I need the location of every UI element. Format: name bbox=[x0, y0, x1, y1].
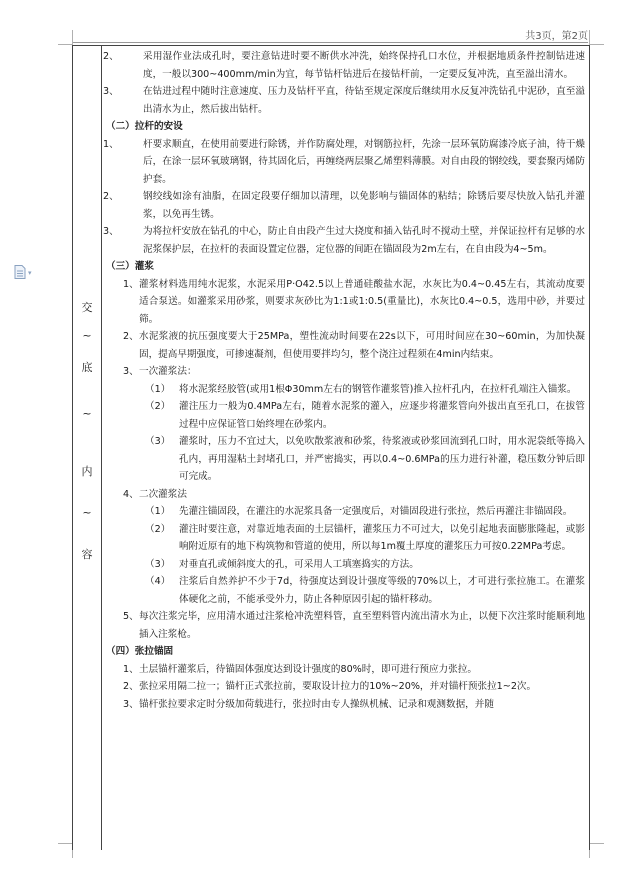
list-item-text: 钢绞线如涂有油脂，在固定段要仔细加以清理，以免影响与锚固体的粘结；除锈后要尽快放入钻孔并灌浆，以免再生锈。 bbox=[143, 191, 585, 220]
list-item-number: 3、 bbox=[123, 366, 139, 377]
header-rule bbox=[72, 42, 588, 43]
list-item-number: （3） bbox=[145, 558, 171, 570]
list-item bbox=[103, 328, 585, 363]
document-options-icon[interactable] bbox=[14, 265, 34, 279]
section-heading: （四）张拉锚固 bbox=[106, 646, 174, 657]
list-item-number: （4） bbox=[145, 576, 171, 587]
document-body bbox=[103, 48, 585, 713]
list-item-text: 采用湿作业法成孔时，要注意钻进时要不断供水冲洗，始终保持孔口水位，并根据地质条件控制钻进速度，一般以300~400mm/min为宜，每节钻杆钻进后在接钻杆前，一定要反复冲洗，直至溢出清水。 bbox=[143, 51, 585, 80]
list-item-number: （2） bbox=[145, 523, 171, 535]
list-item-text: 为将拉杆安放在钻孔的中心，防止自由段产生过大挠度和插入钻孔时不搅动土壁，并保证拉杆有足够的水泥浆保护层，在拉杆的表面设置定位器，定位器的间距在锚固段为2m左右，在自由段为4~5m。 bbox=[143, 226, 585, 255]
list-item-number: （1） bbox=[145, 383, 171, 395]
list-item bbox=[103, 188, 585, 223]
section-label-column bbox=[73, 46, 102, 850]
list-item-text: 在钻进过程中随时注意速度、压力及钻杆平直，待钻至规定深度后继续用水反复冲洗钻孔中泥砂，直至溢出清水为止，然后拔出钻杆。 bbox=[143, 86, 585, 115]
label-char-nei: 内 bbox=[81, 465, 93, 478]
list-item bbox=[103, 398, 585, 433]
list-item-text: 先灌注锚固段，在灌注的水泥浆具备一定强度后，对锚固段进行张拉，然后再灌注非锚固段。 bbox=[179, 506, 573, 517]
handover-table bbox=[72, 45, 590, 850]
list-item-text: 杆要求顺直，在使用前要进行除锈，并作防腐处理，对钢筋拉杆，先涂一层环氧防腐漆冷底子油，待干燥后，在涂一层环氧玻璃钢，待其固化后，再缠绕两层聚乙烯塑料薄膜。对自由段的钢绞线，要套聚丙烯防护套。 bbox=[143, 138, 585, 185]
list-item-text: 注浆后自然养护不少于7d，待强度达到设计强度等级的70%以上，才可进行张拉施工。在灌浆体硬化之前，不能承受外力，防止各种原因引起的锚杆移动。 bbox=[179, 576, 585, 605]
list-item-text: 二次灌浆法 bbox=[139, 488, 187, 500]
list-item bbox=[103, 83, 585, 118]
list-item bbox=[103, 573, 585, 608]
label-separator: ~ bbox=[82, 506, 92, 519]
list-item bbox=[103, 223, 585, 258]
chevron-down-icon: ▾ bbox=[28, 269, 32, 277]
list-item-number: 1、 bbox=[103, 138, 119, 150]
list-item-number: 2、 bbox=[103, 51, 119, 62]
list-item-text: 锚杆张拉要求定时分级加荷载进行，张拉时由专人操纵机械、记录和观测数据，并随 bbox=[139, 698, 494, 710]
list-item-text: 对垂直孔或倾斜度大的孔，可采用人工填塞捣实的方法。 bbox=[179, 558, 419, 570]
label-separator: ~ bbox=[82, 407, 92, 420]
list-item-number: 3、 bbox=[123, 698, 139, 710]
list-item-number: 3、 bbox=[103, 226, 119, 237]
list-item bbox=[103, 276, 585, 329]
list-item bbox=[103, 696, 585, 714]
label-char-jiao: 交 bbox=[81, 301, 93, 314]
label-char-di: 底 bbox=[81, 361, 93, 374]
margin-corner-top-left bbox=[58, 30, 73, 45]
margin-corner-bottom-right bbox=[589, 843, 604, 858]
list-item bbox=[103, 48, 585, 83]
list-item bbox=[103, 521, 585, 556]
list-item-text: 灌注压力一般为0.4MPa左右，随着水泥浆的灌入，应逐步将灌浆管向外拔出直至孔口，在拔管过程中应保证管口始终埋在砂浆内。 bbox=[179, 401, 585, 430]
label-separator: ~ bbox=[82, 329, 92, 342]
list-item-text: 土层锚杆灌浆后，待锚固体强度达到设计强度的80%时，即可进行预应力张拉。 bbox=[139, 663, 477, 675]
list-item-number: 2、 bbox=[103, 191, 119, 202]
list-item bbox=[103, 503, 585, 521]
list-item bbox=[103, 381, 585, 399]
list-item-text: 每次注浆完毕，应用清水通过注浆枪冲洗塑料管，直至塑料管内流出清水为止，以便下次注浆时能顺利地插入注浆枪。 bbox=[139, 611, 585, 640]
page-number-indicator: 共3页，第2页 bbox=[525, 31, 588, 42]
list-item bbox=[103, 556, 585, 574]
list-item-number: 2、 bbox=[123, 681, 139, 692]
section-heading: （三）灌浆 bbox=[106, 261, 154, 272]
list-item-text: 灌浆时，压力不宜过大，以免吹散浆液和砂浆，待浆液或砂浆回流到孔口时，用水泥袋纸等捣入孔内，再用湿粘土封堵孔口，并严密捣实，再以0.4~0.6MPa的压力进行补灌，稳压数分钟后即可完成。 bbox=[179, 436, 585, 482]
list-item-text: 水泥浆液的抗压强度要大于25MPa，塑性流动时间要在22s以下，可用时间应在30~60min，为加快凝固，提高早期强度，可掺速凝剂，但使用要拌均匀，整个浇注过程须在4min内结束。 bbox=[139, 331, 585, 360]
list-item-number: （2） bbox=[145, 401, 171, 412]
list-item bbox=[103, 608, 585, 643]
list-item bbox=[103, 678, 585, 696]
list-item-number: 4、 bbox=[123, 488, 139, 500]
list-item-text: 将水泥浆经胶管(或用1根Φ30mm左右的钢管作灌浆管)推入拉杆孔内，在拉杆孔端注入锚浆。 bbox=[179, 383, 577, 395]
list-item bbox=[103, 363, 585, 381]
section-heading: （二）拉杆的安设 bbox=[106, 121, 183, 132]
label-char-rong: 容 bbox=[81, 548, 93, 561]
list-item bbox=[103, 136, 585, 189]
list-item-text: 一次灌浆法： bbox=[139, 366, 197, 377]
list-item-text: 张拉采用隔二拉一；锚杆正式张拉前，要取设计拉力的10%~20%，并对锚杆预张拉1~2次。 bbox=[139, 681, 537, 692]
list-item bbox=[103, 433, 585, 486]
list-item-number: （1） bbox=[145, 506, 171, 517]
list-item-text: 灌浆材料选用纯水泥浆，水泥采用P·O42.5以上普通硅酸盐水泥，水灰比为0.4~0.45左右，其流动度要适合泵送。如灌浆采用砂浆，则要求灰砂比为1:1或1:0.5(重量比)，水灰比0.4~0.5，选用中砂，并要过筛。 bbox=[139, 278, 585, 325]
list-item-number: 1、 bbox=[123, 278, 139, 290]
list-item-number: 2、 bbox=[123, 331, 139, 342]
list-item-number: （3） bbox=[145, 436, 171, 447]
margin-corner-top-right bbox=[589, 30, 604, 45]
margin-corner-bottom-left bbox=[58, 843, 73, 858]
list-item bbox=[103, 486, 585, 504]
list-item-number: 3、 bbox=[103, 86, 119, 97]
list-item bbox=[103, 661, 585, 679]
list-item-text: 灌注时要注意，对靠近地表面的土层锚杆，灌浆压力不可过大，以免引起地表面膨胀隆起，或影响附近原有的地下构筑物和管道的使用，所以每1m覆土厚度的灌浆压力可按0.22MPa考虑。 bbox=[179, 523, 585, 552]
list-item-number: 1、 bbox=[123, 663, 139, 675]
list-item-number: 5、 bbox=[123, 611, 139, 622]
